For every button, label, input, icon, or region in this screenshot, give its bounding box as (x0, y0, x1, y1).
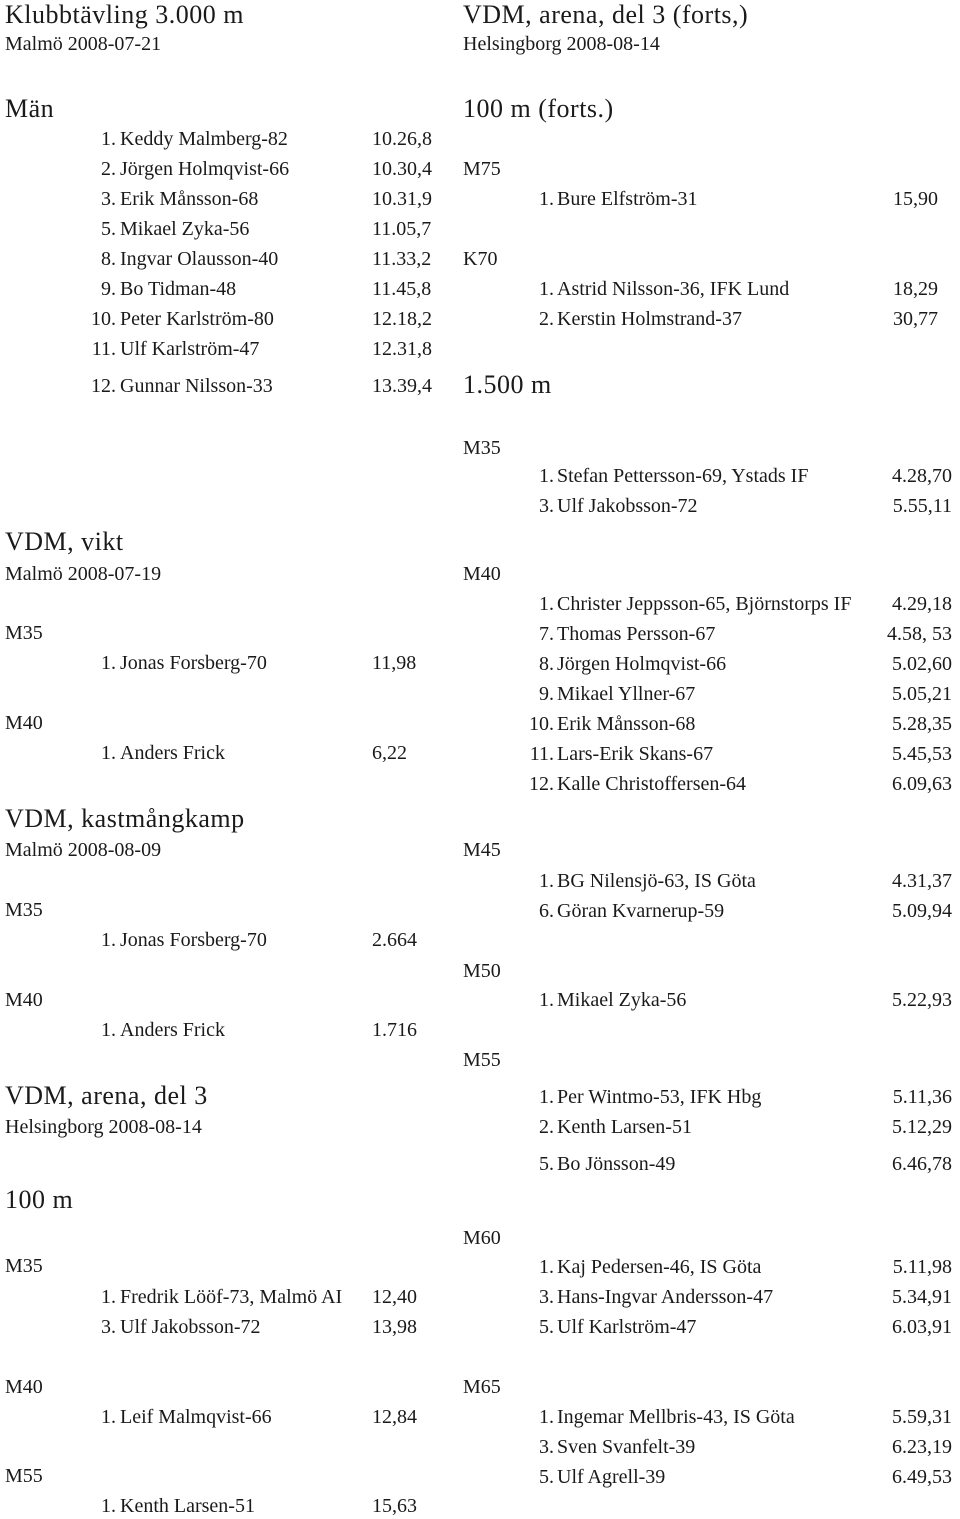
result-value: 5.34,91 (892, 1286, 952, 1308)
result-place: 1. (101, 128, 116, 150)
result-name: Jörgen Holmqvist-66 (557, 653, 727, 675)
result-place: 1. (539, 188, 554, 210)
group-label: M55 (463, 1049, 501, 1071)
result-place: 2. (101, 158, 116, 180)
section-location-date: Malmö 2008-07-19 (5, 563, 162, 585)
result-name: Kenth Larsen-51 (120, 1495, 255, 1517)
result-value: 4.28,70 (892, 465, 952, 487)
result-value: 5.02,60 (892, 653, 952, 675)
result-value: 10.26,8 (372, 128, 432, 150)
result-place: 5. (539, 1316, 554, 1338)
result-value: 10.30,4 (372, 158, 432, 180)
section-location-date: Malmö 2008-07-21 (5, 33, 162, 55)
result-place: 1. (101, 929, 116, 951)
result-place: 1. (101, 1286, 116, 1308)
result-place: 1. (539, 278, 554, 300)
group-label: M55 (5, 1465, 43, 1487)
result-place: 3. (539, 1436, 554, 1458)
result-place: 1. (539, 1086, 554, 1108)
result-name: Kenth Larsen-51 (557, 1116, 692, 1138)
group-label: M60 (463, 1227, 501, 1249)
result-name: Anders Frick (120, 742, 225, 764)
result-place: 2. (539, 308, 554, 330)
result-place: 8. (539, 653, 554, 675)
result-name: Mikael Yllner-67 (557, 683, 696, 705)
group-label: Män (5, 94, 55, 123)
result-place: 9. (101, 278, 116, 300)
result-place: 11. (91, 338, 116, 360)
group-label: M35 (5, 1255, 43, 1277)
group-label: M40 (5, 712, 43, 734)
result-name: Ulf Agrell-39 (557, 1466, 666, 1488)
result-value: 11,98 (372, 652, 417, 674)
result-value: 2.664 (372, 929, 417, 951)
result-name: Erik Månsson-68 (120, 188, 259, 210)
result-name: Lars-Erik Skans-67 (557, 743, 714, 765)
result-name: Keddy Malmberg-82 (120, 128, 288, 150)
section-location-date: Helsingborg 2008-08-14 (5, 1116, 202, 1138)
result-value: 6.23,19 (892, 1436, 952, 1458)
section-title-arena: VDM, arena, del 3 (5, 1081, 208, 1110)
result-place: 9. (539, 683, 554, 705)
group-label: M75 (463, 158, 501, 180)
result-value: 18,29 (893, 278, 938, 300)
result-value: 12,40 (372, 1286, 417, 1308)
group-label: M35 (463, 437, 501, 459)
result-name: Leif Malmqvist-66 (120, 1406, 272, 1428)
result-place: 5. (101, 218, 116, 240)
result-value: 5.11,36 (892, 1086, 952, 1108)
result-name: Ulf Jakobsson-72 (557, 495, 698, 517)
result-name: Bo Tidman-48 (120, 278, 237, 300)
group-label: M65 (463, 1376, 501, 1398)
result-place: 1. (539, 593, 554, 615)
result-name: Göran Kvarnerup-59 (557, 900, 725, 922)
result-place: 1. (101, 652, 116, 674)
result-name: Thomas Persson-67 (557, 623, 716, 645)
result-name: Ulf Karlström-47 (120, 338, 260, 360)
result-name: Stefan Pettersson-69, Ystads IF (557, 465, 809, 487)
result-name: Ingemar Mellbris-43, IS Göta (557, 1406, 795, 1428)
result-value: 6,22 (372, 742, 407, 764)
result-place: 3. (539, 1286, 554, 1308)
result-place: 1. (101, 1495, 116, 1517)
result-place: 1. (539, 1406, 554, 1428)
result-name: Per Wintmo-53, IFK Hbg (557, 1086, 762, 1108)
result-value: 11.05,7 (372, 218, 432, 240)
result-place: 1. (539, 870, 554, 892)
result-name: Anders Frick (120, 1019, 225, 1041)
result-place: 3. (101, 188, 116, 210)
result-place: 1. (539, 989, 554, 1011)
result-value: 11.33,2 (372, 248, 432, 270)
group-label: M50 (463, 960, 501, 982)
result-value: 13,98 (372, 1316, 417, 1338)
result-place: 3. (539, 495, 554, 517)
result-value: 13.39,4 (372, 375, 432, 397)
result-value: 6.09,63 (892, 773, 952, 795)
group-label: M40 (5, 989, 43, 1011)
result-place: 1. (539, 1256, 554, 1278)
result-name: BG Nilensjö-63, IS Göta (557, 870, 756, 892)
result-value: 12.18,2 (372, 308, 432, 330)
result-value: 15,90 (893, 188, 938, 210)
result-value: 12,84 (372, 1406, 417, 1428)
result-place: 10. (529, 713, 554, 735)
event-label: 100 m (forts.) (463, 94, 614, 123)
result-place: 5. (539, 1153, 554, 1175)
result-value: 10.31,9 (372, 188, 432, 210)
group-label: K70 (463, 248, 498, 270)
result-place: 12. (91, 375, 116, 397)
result-value: 4.31,37 (892, 870, 952, 892)
result-place: 7. (539, 623, 554, 645)
section-title-arena-forts: VDM, arena, del 3 (forts,) (463, 0, 749, 29)
result-value: 5.55,11 (892, 495, 952, 517)
section-location-date: Malmö 2008-08-09 (5, 839, 162, 861)
group-label: M35 (5, 899, 43, 921)
result-place: 1. (101, 1406, 116, 1428)
result-name: Sven Svanfelt-39 (557, 1436, 696, 1458)
result-value: 5.11,98 (892, 1256, 952, 1278)
result-place: 1. (539, 465, 554, 487)
result-name: Bo Jönsson-49 (557, 1153, 676, 1175)
result-value: 11.45,8 (372, 278, 432, 300)
result-name: Peter Karlström-80 (120, 308, 274, 330)
result-name: Kerstin Holmstrand-37 (557, 308, 742, 330)
result-place: 1. (101, 1019, 116, 1041)
result-name: Mikael Zyka-56 (557, 989, 687, 1011)
section-title-vikt: VDM, vikt (5, 527, 124, 556)
result-place: 3. (101, 1316, 116, 1338)
result-value: 5.12,29 (892, 1116, 952, 1138)
result-value: 12.31,8 (372, 338, 432, 360)
result-name: Christer Jeppsson-65, Björnstorps IF (557, 593, 852, 615)
result-name: Erik Månsson-68 (557, 713, 696, 735)
result-place: 10. (91, 308, 116, 330)
result-place: 6. (539, 900, 554, 922)
result-value: 4.58, 53 (887, 623, 952, 645)
result-name: Bure Elfström-31 (557, 188, 698, 210)
result-name: Jörgen Holmqvist-66 (120, 158, 290, 180)
result-value: 6.49,53 (892, 1466, 952, 1488)
result-place: 11. (529, 743, 554, 765)
result-name: Mikael Zyka-56 (120, 218, 250, 240)
result-value: 4.29,18 (892, 593, 952, 615)
result-value: 5.22,93 (892, 989, 952, 1011)
result-value: 30,77 (893, 308, 938, 330)
result-name: Ingvar Olausson-40 (120, 248, 279, 270)
result-name: Jonas Forsberg-70 (120, 652, 267, 674)
group-label: M40 (5, 1376, 43, 1398)
result-name: Fredrik Lööf-73, Malmö AI (120, 1286, 343, 1308)
section-title-kastmangkamp: VDM, kastmångkamp (5, 804, 245, 833)
event-label: 100 m (5, 1185, 74, 1214)
event-label: 1.500 m (463, 370, 552, 399)
result-value: 15,63 (372, 1495, 417, 1517)
result-name: Hans-Ingvar Andersson-47 (557, 1286, 774, 1308)
result-name: Jonas Forsberg-70 (120, 929, 267, 951)
result-place: 12. (529, 773, 554, 795)
result-value: 6.03,91 (892, 1316, 952, 1338)
section-location-date: Helsingborg 2008-08-14 (463, 33, 660, 55)
result-name: Gunnar Nilsson-33 (120, 375, 273, 397)
result-name: Kalle Christoffersen-64 (557, 773, 747, 795)
result-value: 5.28,35 (892, 713, 952, 735)
result-place: 8. (101, 248, 116, 270)
result-place: 2. (539, 1116, 554, 1138)
group-label: M35 (5, 622, 43, 644)
result-value: 5.05,21 (892, 683, 952, 705)
result-place: 1. (101, 742, 116, 764)
result-name: Ulf Karlström-47 (557, 1316, 697, 1338)
group-label: M40 (463, 563, 501, 585)
result-value: 5.45,53 (892, 743, 952, 765)
result-value: 6.46,78 (892, 1153, 952, 1175)
result-place: 5. (539, 1466, 554, 1488)
result-name: Ulf Jakobsson-72 (120, 1316, 261, 1338)
group-label: M45 (463, 839, 501, 861)
result-value: 1.716 (372, 1019, 417, 1041)
result-value: 5.09,94 (892, 900, 952, 922)
result-name: Kaj Pedersen-46, IS Göta (557, 1256, 762, 1278)
result-name: Astrid Nilsson-36, IFK Lund (557, 278, 790, 300)
result-value: 5.59,31 (892, 1406, 952, 1428)
section-title-klubbtavling: Klubbtävling 3.000 m (5, 0, 244, 29)
